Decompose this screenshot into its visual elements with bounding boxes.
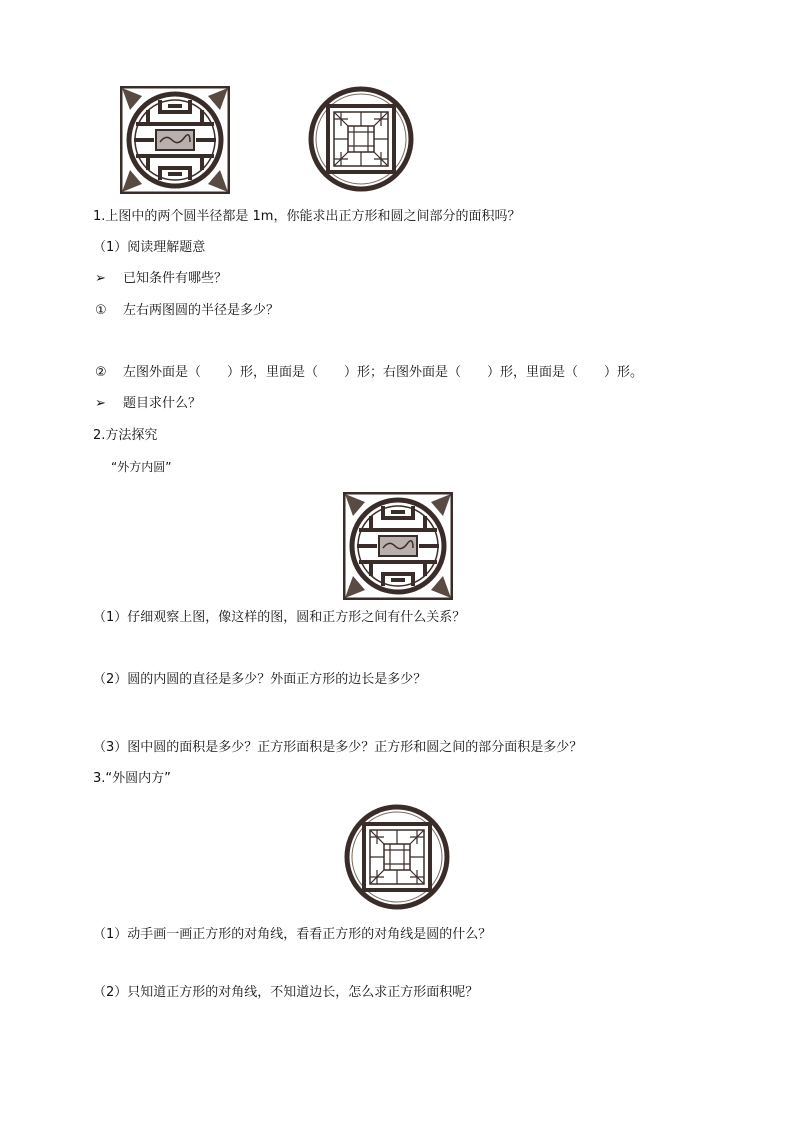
q2-part1: （1）仔细观察上图，像这样的图，圆和正方形之间有什么关系？ <box>93 610 466 625</box>
q3-title: 3.“外圆内方” <box>93 771 171 786</box>
q3-part2: （2）只知道正方形的对角线，不知道边长，怎么求正方形面积呢？ <box>93 985 479 1000</box>
q2-subtitle: “外方内圆” <box>111 460 172 474</box>
q2-title: 2.方法探究 <box>93 428 158 443</box>
round-window-figure <box>308 86 414 192</box>
round-window-figure <box>344 804 450 910</box>
q3-part1: （1）动手画一画正方形的对角线，看看正方形的对角线是圆的什么？ <box>93 927 492 942</box>
arrow-bullet-icon: ➢ <box>95 396 106 411</box>
q1-question: 1.上图中的两个圆半径都是 1m，你能求出正方形和圆之间部分的面积吗？ <box>93 209 521 224</box>
q1-step1: （1）阅读理解题意 <box>93 240 206 255</box>
arrow-bullet-icon: ➢ <box>95 271 106 286</box>
q2-part2: （2）圆的内圆的直径是多少？外面正方形的边长是多少？ <box>93 672 427 687</box>
q1-condition-2: 左图外面是（ ）形，里面是（ ）形；右图外面是（ ）形，里面是（ ）形。 <box>123 365 644 380</box>
q2-part3: （3）图中圆的面积是多少？正方形面积是多少？正方形和圆之间的部分面积是多少？ <box>93 740 583 755</box>
circled-number-2: ② <box>95 365 107 380</box>
q1-condition-1: 左右两图圆的半径是多少？ <box>123 303 280 318</box>
q1-known: 已知条件有哪些？ <box>123 271 228 286</box>
circled-number-1: ① <box>95 303 107 318</box>
square-window-figure <box>120 86 230 194</box>
q1-ask: 题目求什么？ <box>123 396 202 411</box>
square-window-figure <box>343 492 453 600</box>
